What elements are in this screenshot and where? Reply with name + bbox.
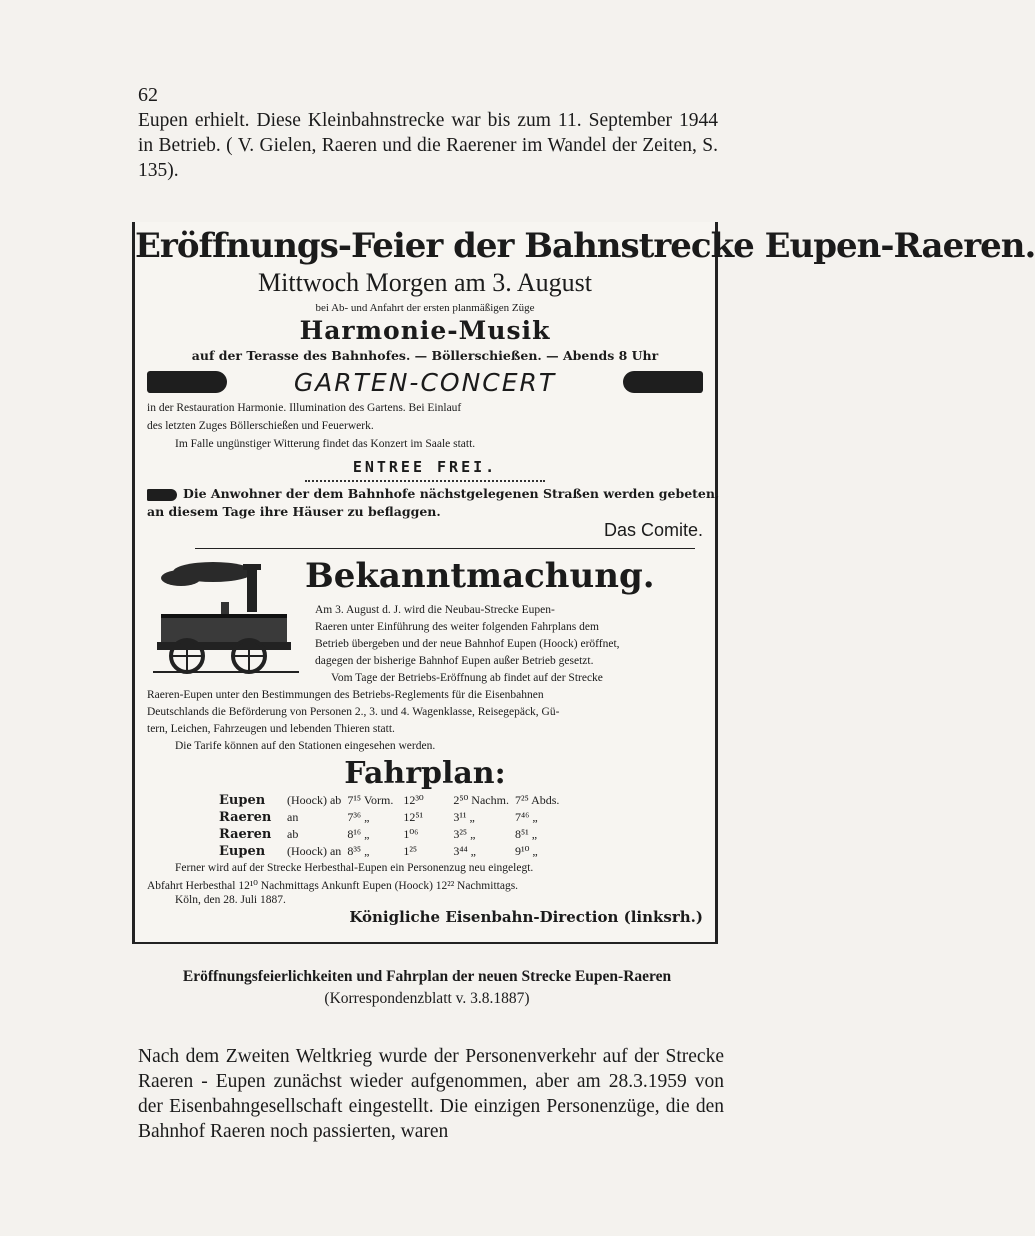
clip-witterung-line: Im Falle ungünstiger Witterung findet das Konzert im Saale statt. [175,438,476,450]
bek-line: Am 3. August d. J. wird die Neubau-Strecke Eupen- [315,604,555,616]
locomotive-illustration [151,558,301,676]
clip-sub-line: bei Ab- und Anfahrt der ersten planmäßigen Züge [315,302,535,314]
bek-full-line: Deutschlands die Beförderung von Personen 2., 3. und 4. Wagenklasse, Reisegepäck, Gü- [147,706,560,718]
clip-title: Eröffnungs-Feier der Bahnstrecke Eupen-Raeren. [135,226,1035,266]
bek-full-line: Raeren-Eupen unter den Bestimmungen des Betriebs-Reglements für die Eisenbahnen [147,689,544,701]
clip-garten-concert: GARTEN-CONCERT [293,367,557,397]
clip-bekanntmachung: Bekanntmachung. [305,556,655,596]
pointing-hand-icon [147,489,177,501]
figure-caption [132,966,722,1010]
pointing-hand-icon [623,371,703,393]
clip-anwohner-line-2: an diesem Tage ihre Häuser zu beflaggen. [147,504,441,519]
caption-title: Eröffnungsfeierlichkeiten und Fahrplan der neuen Strecke Eupen-Raeren [182,968,672,985]
ferner-line: Abfahrt Herbesthal 12¹⁰ Nachmittags Ankunft Eupen (Hoock) 12²² Nachmittags. [147,880,519,892]
garten-row [135,368,715,396]
newspaper-clipping [132,222,1035,944]
clip-anwohner-line-1: Die Anwohner der dem Bahnhofe nächstgelegenen Straßen werden gebeten, [147,486,715,501]
ferner-line: Ferner wird auf der Strecke Herbesthal-Eupen ein Personenzug neu eingelegt. [175,862,534,874]
outro-paragraph: Nach dem Zweiten Weltkrieg wurde der Personenverkehr auf der Strecke Raeren - Eupen zunächst wieder aufgenommen, aber am 28.3.1959 von der Eisenbahngesellschaft eingestellt. Die einzigen Personenzüge, die den Bahnhof Raeren noch passierten, waren [138,1046,724,1142]
clip-date-line: Mittwoch Morgen am 3. August [258,268,592,297]
clip-entree-frei: ENTREE FREI. [352,458,498,476]
bek-line: Vom Tage der Betriebs-Eröffnung ab findet auf der Strecke [331,672,603,684]
clip-restauration-line: in der Restauration Harmonie. Illumination des Gartens. Bei Einlauf [147,402,462,414]
timetable [219,792,565,860]
table-row: Raeren ab 8¹⁶ „ 1⁰⁶ 3²⁵ „ 8⁵¹ „ [219,827,538,842]
ferner-line: Köln, den 28. Juli 1887. [175,894,286,906]
bek-line: dagegen der bisherige Bahnhof Eupen außer Betrieb gesetzt. [315,655,594,667]
ornamental-divider [305,480,545,482]
table-row: Eupen (Hoock) ab 7¹⁵ Vorm. 12³⁰ 2⁵⁰ Nachm. 7²⁵ Abds. [219,793,560,808]
bek-full-line: tern, Leichen, Fahrzeugen und lebenden Thieren statt. [147,723,395,735]
section-divider [195,548,695,549]
pointing-hand-icon [147,371,227,393]
bek-full-line: Die Tarife können auf den Stationen eingesehen werden. [175,740,436,752]
clip-direction-signature: Königliche Eisenbahn-Direction (linksrh.) [349,908,703,926]
clip-terrasse-line: auf der Terasse des Bahnhofes. — Böllerschießen. — Abends 8 Uhr [191,348,659,363]
bek-line: Raeren unter Einführung des weiter folgenden Fahrplans dem [315,621,599,633]
clip-harmonie: Harmonie-Musik [299,316,551,345]
bek-line: Betrieb übergeben und der neue Bahnhof Eupen (Hoock) eröffnet, [315,638,620,650]
table-row: Raeren an 7³⁶ „ 12⁵¹ 3¹¹ „ 7⁴⁶ „ [219,810,538,825]
clip-zuges-line: des letzten Zuges Böllerschießen und Feuerwerk. [147,420,374,432]
clip-fahrplan-heading: Fahrplan: [344,756,506,791]
caption-source: (Korrespondenzblatt v. 3.8.1887) [324,990,530,1007]
table-row: Eupen (Hoock) an 8³⁵ „ 1²⁵ 3⁴⁴ „ 9¹⁰ „ [219,844,538,859]
intro-paragraph: Eupen erhielt. Diese Kleinbahnstrecke war bis zum 11. September 1944 in Betrieb. ( V. Gielen, Raeren und die Raerener im Wandel der Zeiten, S. 135). [138,110,718,181]
page-number: 62 [138,84,158,106]
clip-comite: Das Comite. [603,520,703,540]
